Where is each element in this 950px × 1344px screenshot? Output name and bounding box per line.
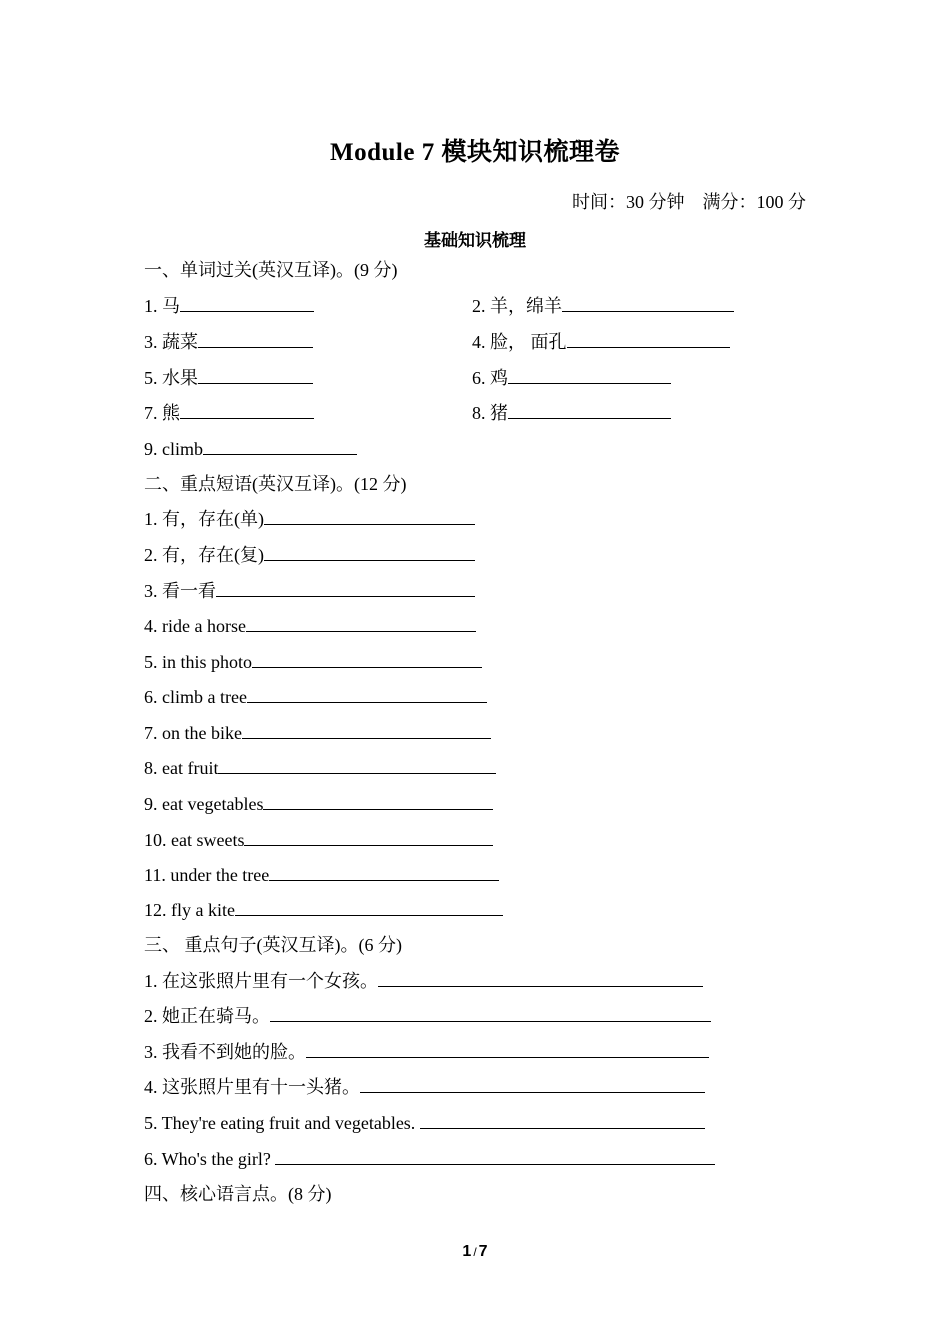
s2-item-2: 2. 有，存在(复) — [144, 543, 475, 567]
answer-blank[interactable] — [247, 685, 487, 703]
answer-blank[interactable] — [270, 1004, 711, 1022]
answer-blank[interactable] — [180, 294, 314, 312]
s2-item-6: 6. climb a tree — [144, 685, 487, 709]
answer-blank[interactable] — [203, 437, 357, 455]
current-page: 1 — [462, 1243, 472, 1260]
section4-heading: 四、核心语言点。(8 分) — [144, 1184, 332, 1204]
section1-heading: 一、单词过关(英汉互译)。(9 分) — [144, 260, 398, 280]
answer-blank[interactable] — [252, 650, 482, 668]
answer-blank[interactable] — [508, 366, 671, 384]
answer-blank[interactable] — [180, 401, 314, 419]
s1-item-7: 7. 熊 — [144, 401, 314, 425]
s3-item-6: 6. Who's the girl? — [144, 1147, 715, 1171]
page-title: Module 7 模块知识梳理卷 — [330, 139, 620, 166]
answer-blank[interactable] — [562, 294, 734, 312]
s3-item-5: 5. They're eating fruit and vegetables. — [144, 1111, 705, 1135]
answer-blank[interactable] — [264, 507, 475, 525]
s2-item-10: 10. eat sweets — [144, 828, 493, 852]
page-separator: / — [473, 1245, 477, 1259]
s2-item-12: 12. fly a kite — [144, 898, 503, 922]
section3-heading: 三、 重点句子(英汉互译)。(6 分) — [144, 935, 402, 955]
answer-blank[interactable] — [263, 792, 493, 810]
s2-item-8: 8. eat fruit — [144, 756, 496, 780]
s2-item-11: 11. under the tree — [144, 863, 499, 887]
answer-blank[interactable] — [420, 1111, 705, 1129]
section-subtitle: 基础知识梳理 — [424, 231, 526, 250]
total-pages: 7 — [478, 1243, 488, 1260]
exam-meta: 时间：30 分钟 满分：100 分 — [572, 192, 806, 212]
answer-blank[interactable] — [378, 969, 703, 987]
s2-item-1: 1. 有，存在(单) — [144, 507, 475, 531]
answer-blank[interactable] — [198, 366, 313, 384]
s3-item-4: 4. 这张照片里有十一头猪。 — [144, 1075, 705, 1099]
answer-blank[interactable] — [242, 721, 491, 739]
answer-blank[interactable] — [508, 401, 671, 419]
answer-blank[interactable] — [269, 863, 499, 881]
s3-item-2: 2. 她正在骑马。 — [144, 1004, 711, 1028]
s1-item-9: 9. climb — [144, 437, 357, 461]
answer-blank[interactable] — [244, 828, 493, 846]
answer-blank[interactable] — [218, 756, 496, 774]
answer-blank[interactable] — [306, 1040, 709, 1058]
s1-item-6: 6. 鸡 — [472, 366, 671, 390]
answer-blank[interactable] — [264, 543, 475, 561]
answer-blank[interactable] — [216, 579, 475, 597]
s2-item-9: 9. eat vegetables — [144, 792, 493, 816]
s2-item-4: 4. ride a horse — [144, 614, 476, 638]
s1-item-3: 3. 蔬菜 — [144, 330, 313, 354]
answer-blank[interactable] — [198, 330, 313, 348]
s1-item-4: 4. 脸， 面孔 — [472, 330, 730, 354]
s1-item-5: 5. 水果 — [144, 366, 313, 390]
s1-item-1: 1. 马 — [144, 294, 314, 318]
answer-blank[interactable] — [235, 898, 503, 916]
s2-item-7: 7. on the bike — [144, 721, 491, 745]
answer-blank[interactable] — [360, 1075, 705, 1093]
answer-blank[interactable] — [567, 330, 730, 348]
s3-item-1: 1. 在这张照片里有一个女孩。 — [144, 969, 703, 993]
answer-blank[interactable] — [275, 1147, 715, 1165]
page-number — [0, 1243, 950, 1261]
s1-item-8: 8. 猪 — [472, 401, 671, 425]
section2-heading: 二、重点短语(英汉互译)。(12 分) — [144, 474, 407, 494]
s2-item-5: 5. in this photo — [144, 650, 482, 674]
s3-item-3: 3. 我看不到她的脸。 — [144, 1040, 709, 1064]
answer-blank[interactable] — [246, 614, 476, 632]
s2-item-3: 3. 看一看 — [144, 579, 475, 603]
s1-item-2: 2. 羊，绵羊 — [472, 294, 734, 318]
